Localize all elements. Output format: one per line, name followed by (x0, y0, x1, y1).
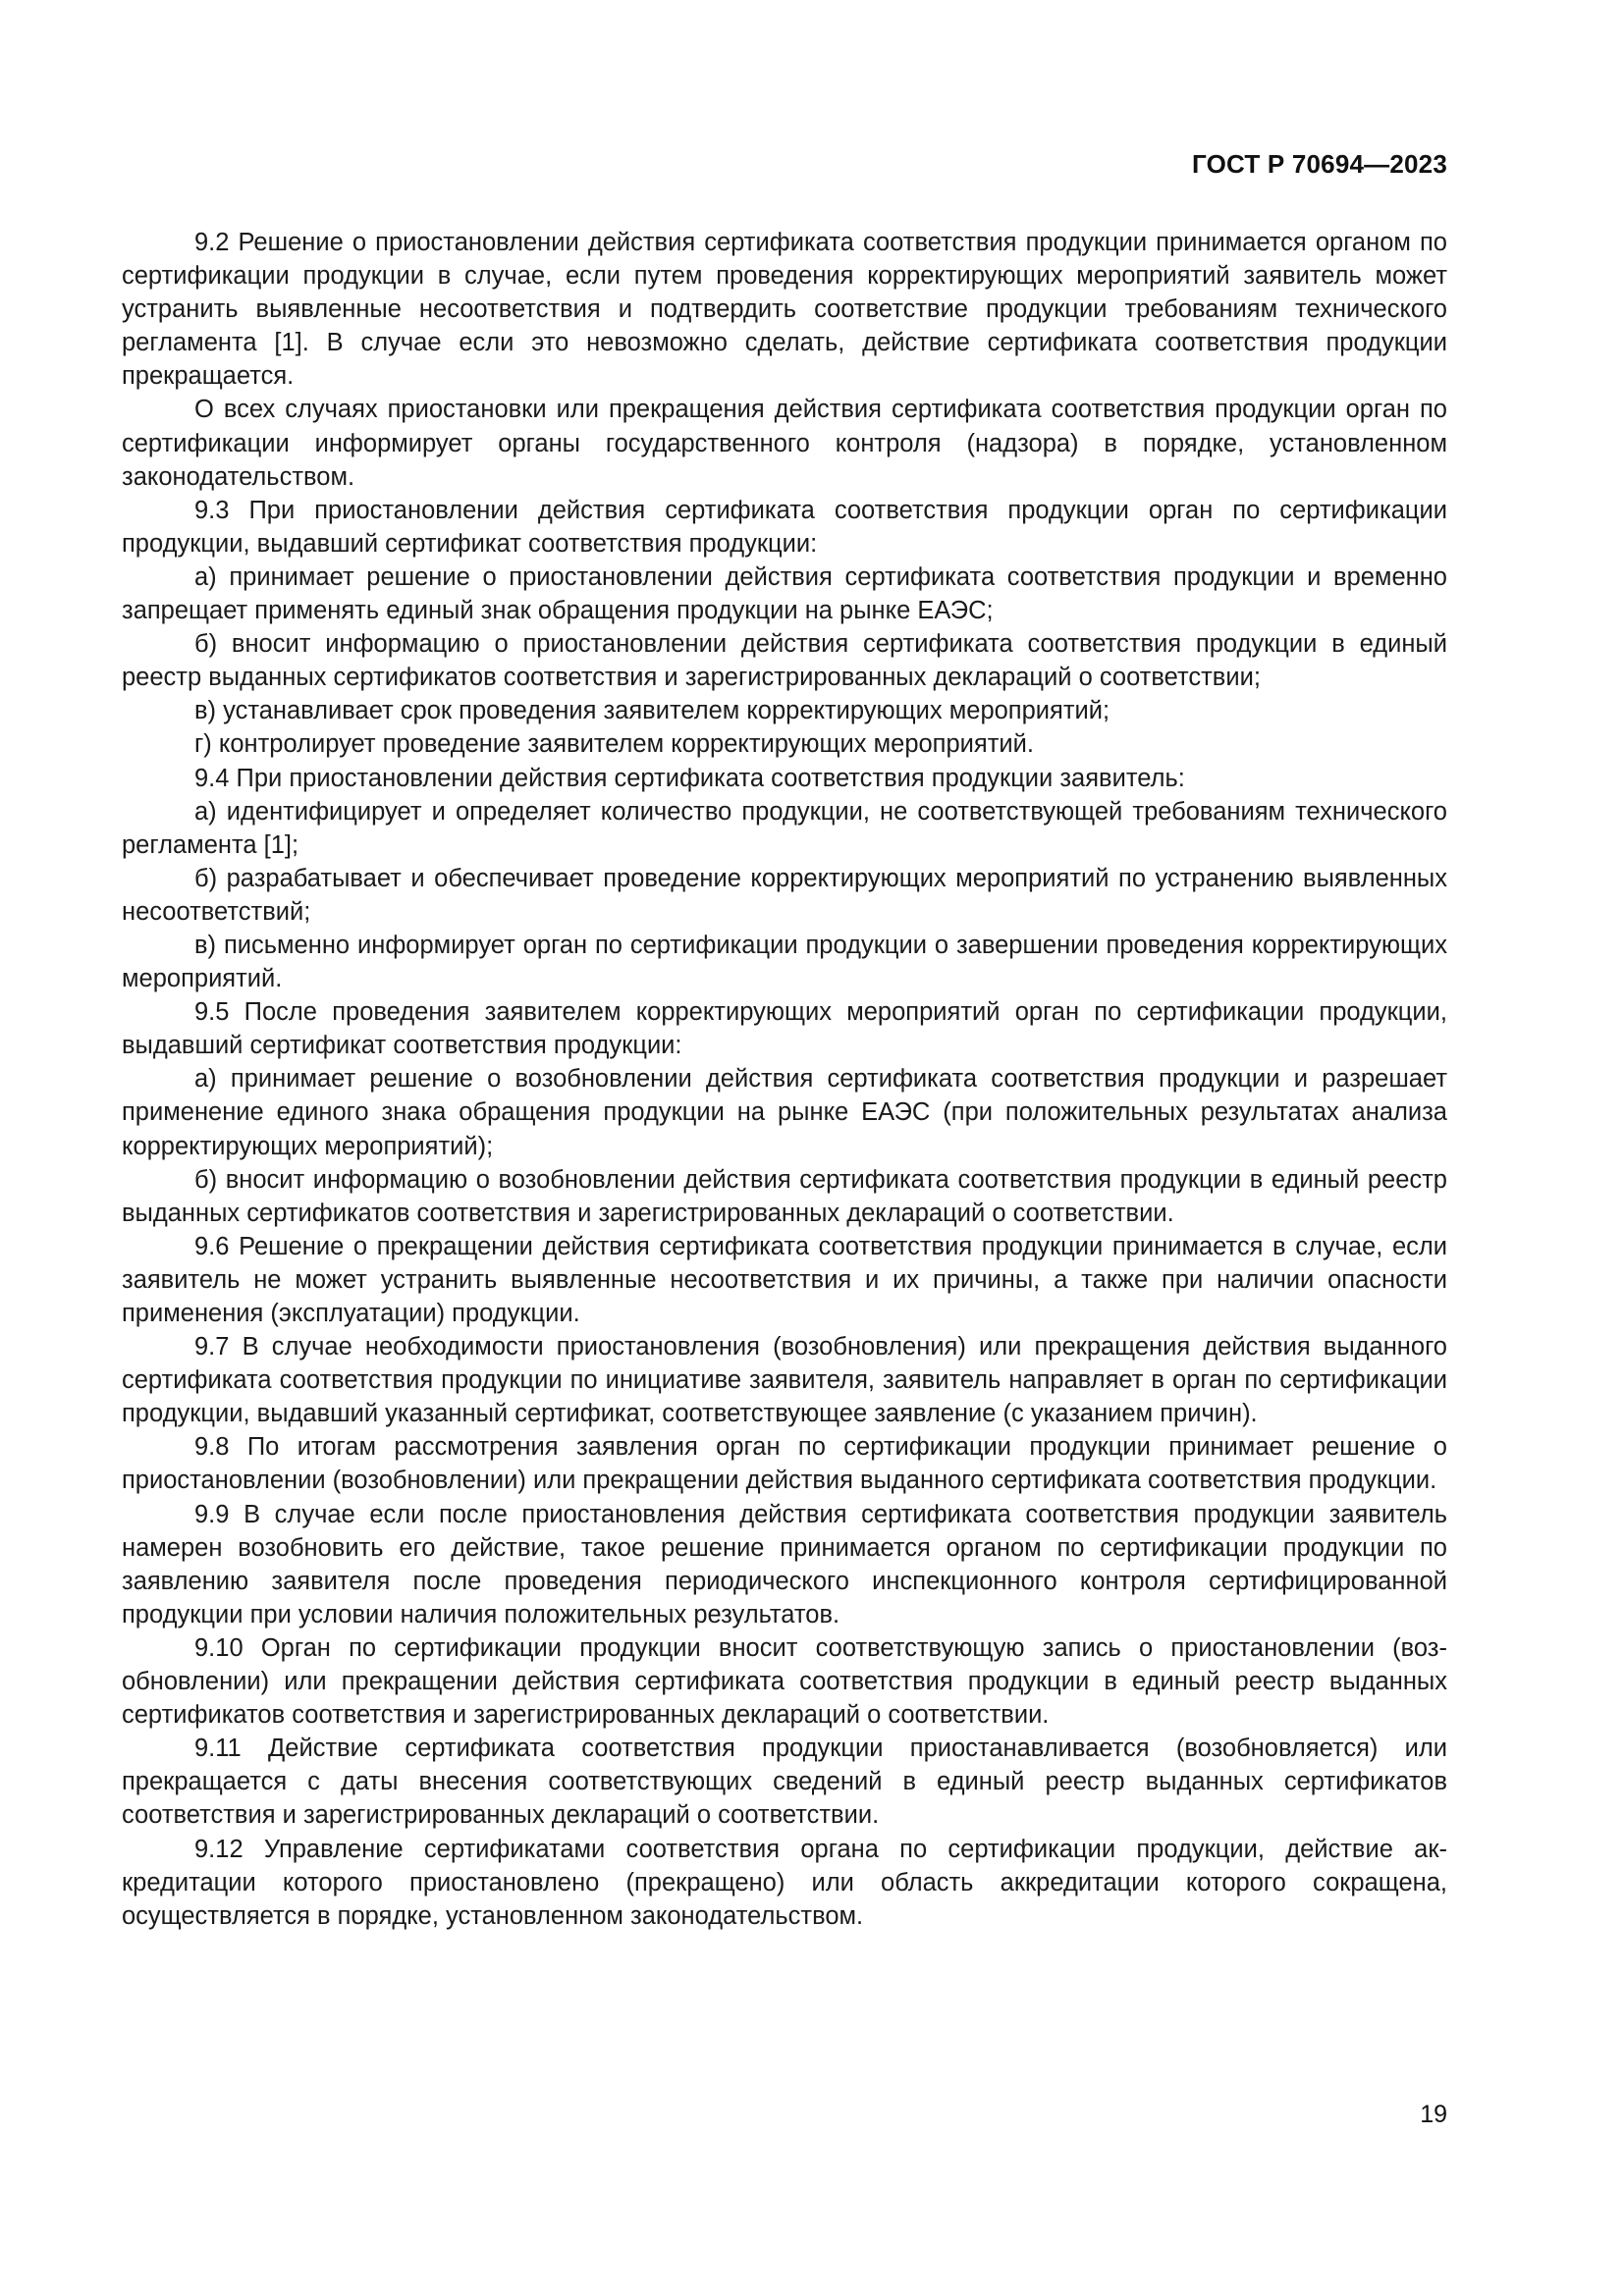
list-item-9-5-b: б) вносит информацию о возобновлении действия сертификата соответствия продукции в единый реестр выданных сертификатов соответствия и зарегистрированных деклараций о соответствии. (122, 1165, 1447, 1227)
paragraph-9-8: 9.8 По итогам рассмотрения заявления орган по сертификации продукции принимает решение о приостановлении (возобновлении) или прекращении действия выданного сертификата соответствия продукции. (122, 1433, 1447, 1495)
list-item-9-3-v: в) устанавливает срок проведения заявителем корректирующих мероприятий; (194, 697, 1110, 725)
document-code: ГОСТ Р 70694—2023 (1192, 149, 1447, 179)
paragraph-9-3: 9.3 При приостановлении действия сертификата соответствия продукции орган по сертификации продукции, выдавший сертификат соответствия продукции: (122, 496, 1447, 558)
paragraph-9-5: 9.5 После проведения заявителем корректирующих мероприятий орган по сертификации продукции, выдавший сертификат соответствия продукции: (122, 998, 1447, 1060)
paragraph-9-11: 9.11 Действие сертификата соответствия продукции приостанавливается (возобновляется) или прекращается с даты внесения соответствующих сведений в единый реестр выданных сертификатов соответствия и зарегистрированных деклараций о соответствии. (122, 1735, 1447, 1830)
page-number: 19 (1420, 2101, 1447, 2128)
list-item-9-3-a: а) принимает решение о приостановлении действия сертификата соответствия продукции и временно запрещает применять единый знак обращения продукции на рынке ЕАЭС; (122, 562, 1447, 625)
paragraph-notification: О всех случаях приостановки или прекращения действия сертификата соответствия продукции орган по сертификации информирует органы государственного контроля (надзора) в порядке, установленном законодательством. (122, 396, 1447, 491)
list-item-9-4-v: в) письменно информирует орган по сертификации продукции о завершении проведения корректирующих мероприятий. (122, 931, 1447, 993)
list-item-9-4-b: б) разрабатывает и обеспечивает проведение корректирующих мероприятий по устранению выявленных несоответствий; (122, 864, 1447, 926)
document-body (122, 226, 1447, 1933)
list-item-9-5-a: а) принимает решение о возобновлении действия сертификата соответствия продукции и разрешает применение единого знака обращения продукции на рынке ЕАЭС (при положительных результатах анализа корректирующих мероприятий); (122, 1065, 1447, 1160)
paragraph-9-10: 9.10 Орган по сертификации продукции вносит соответствующую запись о приостановлении (возобновлении) или прекращении действия сертификата соответствия продукции в единый реестр выданных сертификатов соответствия и зарегистрированных деклараций о соответствии. (122, 1633, 1447, 1730)
list-item-9-3-g: г) контролирует проведение заявителем корректирующих мероприятий. (194, 730, 1034, 759)
paragraph-9-9: 9.9 В случае если после приостановления действия сертификата соответствия продукции заявитель намерен возобновить его действие, такое решение принимается органом по сертификации продукции по заявлению заявителя после проведения периодического инспекционного контроля сертифицированной продукции при условии наличия положительных результатов. (122, 1500, 1447, 1629)
list-item-9-4-a: а) идентифицирует и определяет количество продукции, не соответствующей требованиям технического регламента [1]; (122, 797, 1447, 859)
paragraph-9-2: 9.2 Решение о приостановлении действия сертификата соответствия продукции принимается органом по сертификации продукции в случае, если путем проведения корректирующих мероприятий заявитель может устранить выявленные несоответствия и подтвердить соответствие продукции требованиям технического регламента [1]. В случае если это невозможно сделать, действие сертификата соответствия продукции прекращается. (122, 229, 1447, 391)
paragraph-9-7: 9.7 В случае необходимости приостановления (возобновления) или прекращения действия выданного сертификата соответствия продукции по инициативе заявителя, заявитель направляет в орган по сертификации продукции, выдавший указанный сертификат, соответствующее заявление (с указанием причин). (122, 1333, 1447, 1428)
paragraph-9-12: 9.12 Управление сертификатами соответствия органа по сертификации продукции, действие аккредитации которого приостановлено (прекращено) или область аккредитации которого сокращена, осуществляется в порядке, установленном законодательством. (122, 1835, 1447, 1930)
paragraph-9-4: 9.4 При приостановлении действия сертификата соответствия продукции заявитель: (194, 764, 1185, 792)
paragraph-9-6: 9.6 Решение о прекращении действия сертификата соответствия продукции принимается в случае, если заявитель не может устранить выявленные несоответствия и их причины, а также при наличии опасности применения (эксплуатации) продукции. (122, 1232, 1447, 1327)
list-item-9-3-b: б) вносит информацию о приостановлении действия сертификата соответствия продукции в единый реестр выданных сертификатов соответствия и зарегистрированных деклараций о соответствии; (122, 630, 1447, 692)
